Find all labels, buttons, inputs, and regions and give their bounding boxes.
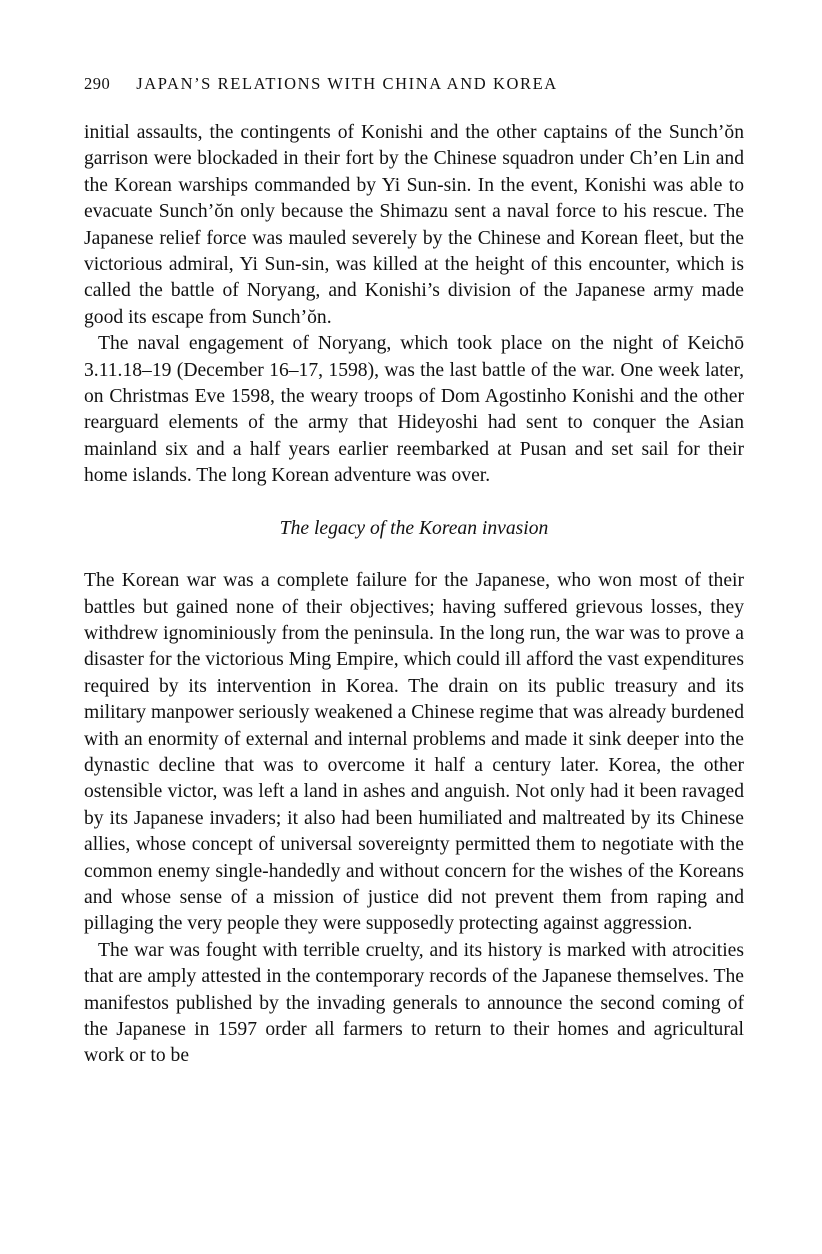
- page-body: [84, 120, 744, 1070]
- page-number: 290: [84, 74, 111, 93]
- body-paragraph: The naval engagement of Noryang, which took place on the night of Keichō 3.11.18–19 (December 16–17, 1598), was the last battle of the war. One week later, on Christmas Eve 1598, the weary troops of Dom Agostinho Konishi and the other rearguard elements of the army that Hideyoshi had sent to conquer the Asian mainland six and a half years earlier reembarked at Pusan and set sail for their home islands. The long Korean adventure was over.: [84, 333, 744, 487]
- body-paragraph: The Korean war was a complete failure for the Japanese, who won most of their battles but gained none of their objectives; having suffered grievous losses, they withdrew ignominiously from the peninsula. In the long run, the war was to prove a disaster for the victorious Ming Empire, which could ill afford the vast expenditures required by its intervention in Korea. The drain on its public treasury and its military manpower seriously weakened a Chinese regime that was already burdened with an enormity of external and internal problems and made it sink deeper into the dynastic decline that was to overcome it half a century later. Korea, the other ostensible victor, was left a land in ashes and anguish. Not only had it been ravaged by its Japanese invaders; it also had been humiliated and maltreated by its Chinese allies, whose concept of universal sovereignty permitted them to negotiate with the common enemy single-handedly and without concern for the wishes of the Koreans and whose sense of a mission of justice did not prevent them from raping and pillaging the very people they were supposedly protecting against aggression.: [84, 570, 744, 935]
- running-header: [84, 74, 744, 94]
- body-paragraph: The war was fought with terrible cruelty, and its history is marked with atrocities that are amply attested in the contemporary records of the Japanese themselves. The manifestos published by the invading generals to announce the second coming of the Japanese in 1597 order all farmers to return to their homes and agricultural work or to be: [84, 939, 744, 1067]
- body-paragraph: initial assaults, the contingents of Konishi and the other captains of the Sunch’ŏn garrison were blockaded in their fort by the Chinese squadron under Ch’en Lin and the Korean warships commanded by Yi Sun-sin. In the event, Konishi was able to evacuate Sunch’ŏn only because the Shimazu sent a naval force to his rescue. The Japanese relief force was mauled severely by the Chinese and Korean fleet, but the victorious admiral, Yi Sun-sin, was killed at the height of this encounter, which is called the battle of Noryang, and Konishi’s division of the Japanese army made good its escape from Sunch’ŏn.: [84, 122, 744, 328]
- section-heading: The legacy of the Korean invasion: [279, 517, 549, 539]
- running-title: JAPAN’S RELATIONS WITH CHINA AND KOREA: [136, 74, 558, 93]
